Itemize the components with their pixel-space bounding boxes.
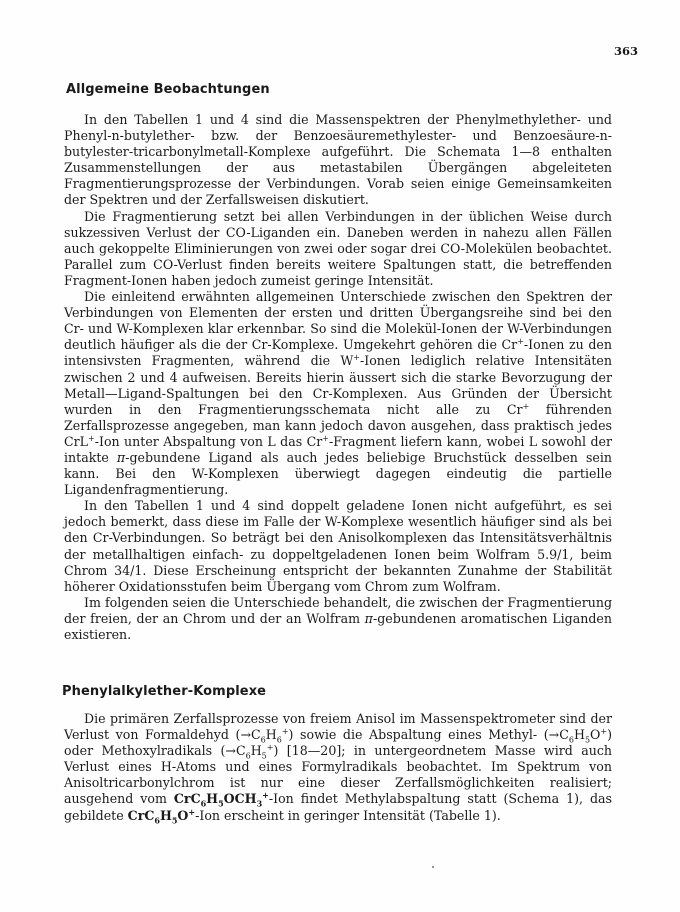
text-run: In den Tabellen 1 und 4 sind die Massenspektren der Phenylmethylether- und Phenyl-n-butylether- bzw. der Benzoesäuremethylester- und Benzoesäure-n-butylester-tricarbonylmetall-Komplexe aufgeführt. Die Schemata 1—8 enthalten Zusammenstellungen der aus metastabilen Übergängen abgeleiteten Fragmentierungsprozesse der Verbindungen. Vorab seien einige Gemeinsamkeiten der Spektren und der Zerfallsweisen diskutiert. <box>64 112 612 208</box>
subscript: 5 <box>171 815 178 826</box>
paragraph-tabellen-overview <box>64 112 612 209</box>
subscript: 3 <box>256 798 263 809</box>
text-run: Die Fragmentierung setzt bei allen Verbindungen in der üblichen Weise durch sukzessiven Verlust der CO-Liganden ein. Daneben werden in nahezu allen Fällen auch gekoppelte Eliminierungen von zwei oder sogar drei CO-Molekülen beobachtet. Parallel zum CO-Verlust finden bereits weitere Spaltungen statt, die betreffenden Fragment-Ionen haben jedoch zumeist geringe Intensität. <box>64 208 612 288</box>
subscript: 6 <box>154 815 160 826</box>
paragraph-im-folgenden <box>64 595 612 643</box>
text-run: Die primären Zerfallsprozesse von freiem Anisol im Massenspektrometer sind der Verlust von Formaldehyd (→C <box>64 711 612 743</box>
text-run: -Ionen zu den intensivsten Fragmenten, während die W <box>64 337 612 369</box>
superscript: + <box>353 353 360 363</box>
text-run: -Ion erscheint in geringer Intensität (Tabelle 1). <box>195 807 501 823</box>
compound-formula-crc6h5och3 <box>173 790 269 809</box>
superscript: + <box>266 743 274 752</box>
text-run: O <box>590 727 601 743</box>
text-run: ) sowie die Abspaltung eines Methyl- (→C <box>288 727 569 743</box>
text-run: CrC <box>127 807 155 823</box>
text-run: CrC <box>173 791 201 807</box>
superscript: + <box>88 433 95 443</box>
subscript: 6 <box>200 798 207 809</box>
page-number: 363 <box>614 44 639 58</box>
text-run: Im folgenden seien die Unterschiede behandelt, die zwischen der Fragmentierung der freien, der an Chrom und der an Wolfram <box>64 594 612 626</box>
superscript: + <box>188 806 196 817</box>
scan-speck <box>432 866 434 868</box>
text-run: H <box>250 743 262 759</box>
subscript: 6 <box>260 735 266 745</box>
text-run: In den Tabellen 1 und 4 sind doppelt geladene Ionen nicht aufgeführt, es sei jedoch bemerkt, dass diese im Falle der W-Komplexe wesentlich häufiger sind als bei den Cr-Verbindungen. So beträgt bei den Anisolkomplexen das Intensitätsverhältnis der metallhaltigen einfach- zu doppeltgeladenen Ionen beim Wolfram 5.9/1, beim Chrom 34/1. Diese Erscheinung entspricht der bekannten Zunahme der Stabilität höherer Oxidationsstufen beim Übergang vom Chrom zum Wolfram. <box>64 498 612 594</box>
superscript: + <box>600 726 608 736</box>
text-run: -gebundene Ligand als auch jedes beliebige Bruchstück desselben sein kann. Bei den W-Komplexen überwiegt dagegen eindeutig die partielle Ligandenfragmentierung. <box>64 449 612 498</box>
text-run: H <box>206 791 219 807</box>
subscript: 6 <box>276 735 282 745</box>
superscript: + <box>262 790 269 801</box>
superscript: + <box>522 401 530 411</box>
subscript: 5 <box>261 751 267 761</box>
paragraph-doppelt-geladene-ionen <box>64 498 612 595</box>
superscript: + <box>517 337 524 347</box>
text-run: -Ion unter Abspaltung von L das Cr <box>94 433 323 449</box>
text-run: H <box>265 727 277 743</box>
superscript: + <box>322 433 329 443</box>
text-run: H <box>159 807 172 823</box>
paragraph-fragmentierung <box>64 209 612 289</box>
paragraph-primaere-zerfallsprozesse <box>64 711 612 824</box>
text-run: H <box>573 727 585 743</box>
section-body-allgemeine-beobachtungen <box>64 112 612 643</box>
text-run: OCH <box>223 791 257 807</box>
text-run: -Ion findet Methylabspaltung statt (Schema 1), das gebildete <box>64 791 612 823</box>
superscript: + <box>281 726 289 736</box>
subscript: 5 <box>584 735 591 745</box>
text-run: -gebundenen aromatischen Liganden existieren. <box>64 610 612 642</box>
section-heading-allgemeine-beobachtungen: Allgemeine Beobachtungen <box>66 82 270 97</box>
text-run: ) oder Methoxylradikals (→C <box>64 727 612 759</box>
text-run: Die einleitend erwähnten allgemeinen Unterschiede zwischen den Spektren der Verbindungen von Elementen der ersten und dritten Übergangsreihe sind bei den Cr- und W-Komplexen klar erkennbar. So sind die Molekül-Ionen der W-Verbindungen deutlich häufiger als die der Cr-Komplexe. Umgekehrt gehören die Cr <box>64 289 612 353</box>
text-run: -Fragment liefern kann, wobei L sowohl der intakte <box>64 433 613 465</box>
pi-symbol: π <box>116 449 126 465</box>
text-run: führenden Zerfallsprozesse angegeben, man kann jedoch davon ausgehen, dass praktisch jedes CrL <box>64 401 612 449</box>
paragraph-unterschiede <box>64 289 612 498</box>
subscript: 6 <box>245 751 251 761</box>
subscript: 6 <box>568 735 574 745</box>
text-run: O <box>177 807 189 823</box>
text-run: ) [18—20]; in untergeordnetem Masse wird auch Verlust eines H-Atoms und eines Formylradikals beobachtet. Im Spektrum von Anisoltricarbonylchrom ist nur eine dieser Zerfallsmöglichkeiten realisiert; ausgehend vom <box>64 743 612 807</box>
section-body-phenylalkylether-komplexe <box>64 711 612 824</box>
subscript: 5 <box>218 798 224 809</box>
section-heading-phenylalkylether-komplexe: Phenylalkylether-Komplexe <box>62 684 267 699</box>
text-run: -Ionen lediglich relative Intensitäten zwischen 2 und 4 aufweisen. Bereits hierin äussert sich die starke Bevorzugung der Metall—Ligand-Spaltungen bei den Cr-Komplexen. Aus Gründen der Übersicht wurden in den Fragmentierungsschemata nicht alle zu Cr <box>64 353 612 417</box>
pi-symbol: π <box>364 610 373 626</box>
compound-formula-crc6h5o <box>127 806 196 826</box>
